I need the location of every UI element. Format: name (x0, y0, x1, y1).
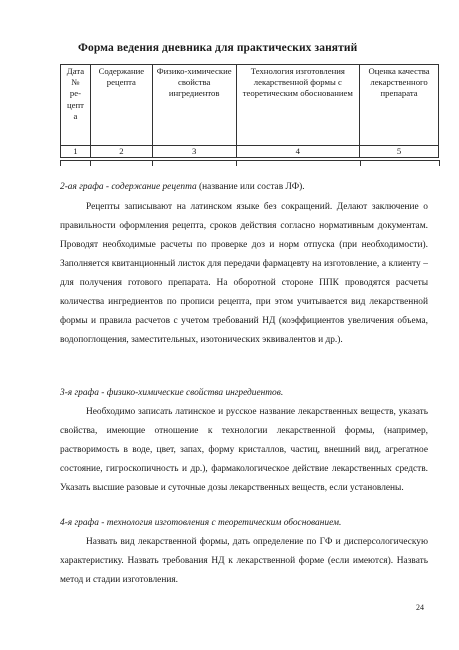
section-4-heading: 4-я графа - технология изготовления с теоретическим обоснованием. (60, 518, 342, 528)
table-cell: 1 (61, 146, 91, 158)
table-number-row (61, 146, 439, 158)
table-cell: 2 (90, 146, 152, 158)
table-cell: 4 (236, 146, 360, 158)
header-physchem-properties: Физико-химические свойства ингредиентов (152, 65, 236, 146)
page-number: 24 (416, 603, 424, 612)
table-cell: 5 (360, 146, 439, 158)
section-4-body: Назвать вид лекарственной формы, дать определение по ГФ и дисперсологическую характеристику. Назвать требования НД к лекарственной форме (если имеются). Назвать метод и стадии изготовления. (60, 537, 428, 585)
table-header-row (61, 65, 439, 146)
section-2-heading: 2-ая графа - содержание рецепта (название или состав ЛФ). (60, 182, 305, 192)
diary-form-table (60, 64, 439, 158)
header-recipe-content: Содержание рецепта (90, 65, 152, 146)
header-quality-assessment: Оценка качества лекарственного препарата (360, 65, 439, 146)
page-title: Форма ведения дневника для практических занятий (78, 42, 358, 54)
section-3-body: Необходимо записать латинское и русское название лекарственных веществ, указать свойства, имеющие отношение к технологии лекарственной формы, (например, растворимость в воде, цвет, запах, форму кристаллов, частиц, внешний вид, агрегатное состояние, гигроскопичность и др.), фармакологическое действие лекарственных средств. Указать высшие разовые и суточные дозы лекарственных веществ, если установлены. (60, 407, 428, 493)
table-bottom-rule (60, 160, 439, 161)
header-date-number: Дата № ре- цепт а (61, 65, 91, 146)
table-cell: 3 (152, 146, 236, 158)
section-2-body: Рецепты записывают на латинском языке без сокращений. Делают заключение о правильности оформления рецепта, сроков действия согласно нормативным документам. Проводят необходимые расчеты по проверке доз и норм отпуска (при необходимости). Заполняется квитанционный листок для передачи фармацевту на изготовление, а клиенту – для получения готового препарата. На оборотной стороне ППК проводятся расчеты количества ингредиентов по прописи рецепта, при этом учитывается вид лекарственной формы и правила расчетов с учетом требований НД (коэффициентов увеличения объема, водопоглощения, заместительных, изотонических эквивалентов и др.). (60, 202, 428, 345)
section-3-heading: 3-я графа - физико-химические свойства ингредиентов. (60, 388, 284, 398)
header-technology: Технология изготовления лекарственной формы с теоретическим обоснованием (236, 65, 360, 146)
